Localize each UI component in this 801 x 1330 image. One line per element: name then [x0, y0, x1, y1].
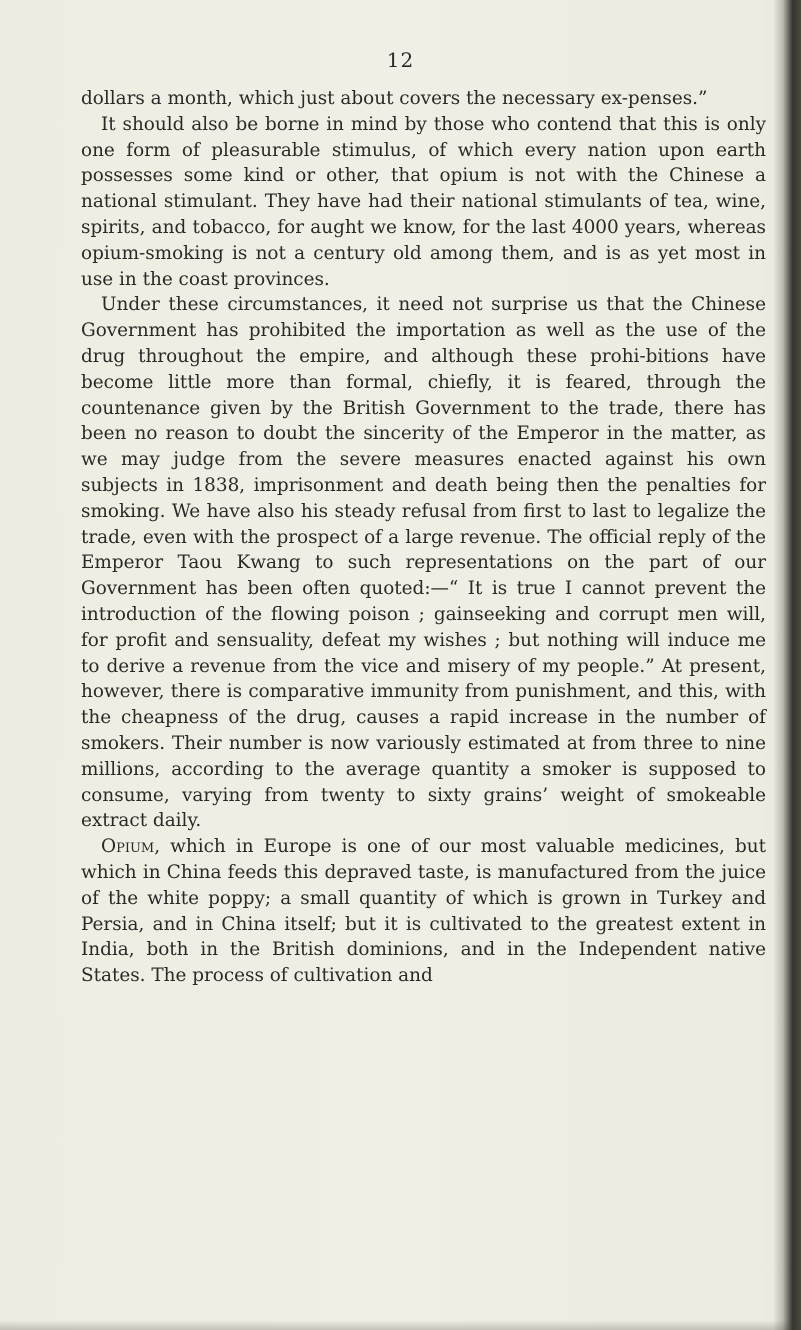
page-edge-shadow: [773, 0, 801, 1330]
page-number: 12: [386, 48, 415, 72]
paragraph-4-text: which in Europe is one of our most valuable medicines, but which in China feeds this depraved taste, is manufactured from the juice of the white poppy; a small quantity of which is grown in Turkey and Persia, and in China itself; but it is cultivated to the greatest extent in India, both in the British dominions, and in the Independent native States. The process of cultivation and: [81, 836, 766, 987]
paragraph-4-lead: Opium,: [101, 836, 161, 858]
paragraph-1: [81, 86, 766, 112]
page-bottom-edge: [0, 1320, 801, 1330]
paragraph-2: [81, 112, 766, 293]
body-text: [81, 86, 766, 989]
paragraph-1-text: dollars a month, which just about covers the necessary ex-penses.”: [81, 88, 708, 109]
paragraph-3-text: Under these circumstances, it need not surprise us that the Chinese Government has prohibited the importation as well as the use of the drug throughout the empire, and although these prohi-bitions have become little more than formal, chiefly, it is feared, through the countenance given by the British Government to the trade, there has been no reason to doubt the sincerity of the Emperor in the matter, as we may judge from the severe measures enacted against his own subjects in 1838, imprisonment and death being then the penalties for smoking. We have also his steady refusal from first to last to legalize the trade, even with the prospect of a large revenue. The official reply of the Emperor Taou Kwang to such representations on the part of our Government has been often quoted:—“ It is true I cannot prevent the introduction of the flowing poison ; gainseeking and corrupt men will, for profit and sensuality, defeat my wishes ; but nothing will induce me to derive a revenue from the vice and misery of my people.” At present, however, there is comparative immunity from punishment, and this, with the cheapness of the drug, causes a rapid increase in the number of smokers. Their number is now variously estimated at from three to nine millions, according to the average quantity a smoker is supposed to consume, varying from twenty to sixty grains’ weight of smokeable extract daily.: [81, 294, 766, 832]
paragraph-3: [81, 292, 766, 834]
paragraph-4: [81, 834, 766, 989]
paragraph-2-text: It should also be borne in mind by those who contend that this is only one form of pleasurable stimulus, of which every nation upon earth possesses some kind or other, that opium is not with the Chinese a national stimulant. They have had their national stimulants of tea, wine, spirits, and tobacco, for aught we know, for the last 4000 years, whereas opium-smoking is not a century old among them, and is as yet most in use in the coast provinces.: [81, 113, 766, 290]
